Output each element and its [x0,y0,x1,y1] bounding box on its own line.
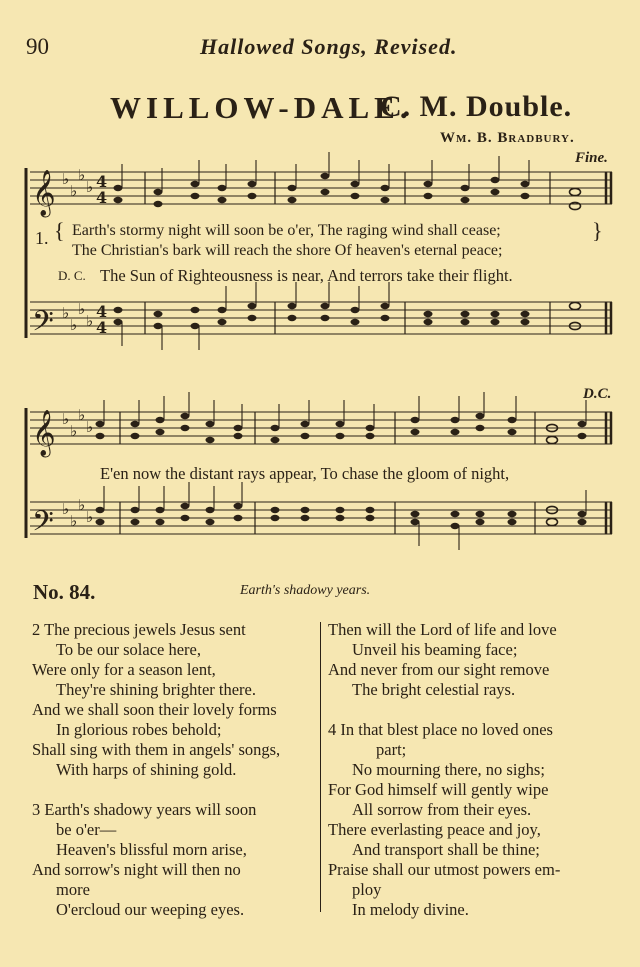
verse-column-right [328,620,560,920]
verse-line: There everlasting peace and joy, [328,820,541,839]
svg-text:4: 4 [96,302,108,321]
verse-gap [32,780,280,800]
verse-line: In glorious robes behold; [56,720,222,739]
verse-line: The bright celestial rays. [352,680,516,699]
svg-text:♭: ♭ [62,410,70,428]
right-brace-icon: } [592,218,603,243]
svg-text:♭: ♭ [86,312,94,330]
svg-text:♭: ♭ [70,512,78,530]
column-divider [320,622,321,912]
bass-clef-icon: 𝄢 [32,305,54,345]
flat-icon [62,166,93,530]
svg-text:♭: ♭ [86,418,94,436]
verse-line: O'ercloud our weeping eyes. [56,900,245,919]
composer-credit: Wm. B. Bradbury. [440,130,575,146]
svg-text:4: 4 [96,318,108,337]
svg-text:♭: ♭ [62,304,70,322]
svg-text:♭: ♭ [78,496,86,514]
verse-line: And transport shall be thine; [352,840,540,859]
verse-line: For God himself will gently wipe [328,780,549,799]
verse-line: They're shining brighter there. [56,680,256,699]
verse-line: Heaven's blissful morn arise, [56,840,247,859]
verse-line: be o'er— [56,820,117,839]
bass-clef-icon: 𝄢 [32,505,54,545]
dc-marking: D.C. [583,386,612,402]
verse-line: 3 Earth's shadowy years will soon [32,800,257,819]
verse-line: To be our solace here, [56,640,201,659]
tune-title: WILLOW-DALE. [110,90,413,125]
svg-text:♭: ♭ [78,406,86,424]
svg-text:♭: ♭ [86,178,94,196]
svg-text:♭: ♭ [78,300,86,318]
verse-line: Were only for a season lent, [32,660,216,679]
svg-text:♭: ♭ [62,170,70,188]
verse-line: part; [376,740,407,759]
treble-clef-icon: 𝄞 [32,410,56,456]
verse-gap [328,700,560,720]
verse-line: And never from our sight remove [328,660,550,679]
verse-line: And sorrow's night will then no [32,860,241,879]
tune-meter: C. M. Double. [380,90,573,123]
verse-line: 2 The precious jewels Jesus sent [32,620,246,639]
page-number: 90 [26,34,49,59]
svg-text:♭: ♭ [86,508,94,526]
svg-text:4: 4 [96,172,108,191]
svg-text:♭: ♭ [70,422,78,440]
verse-line: In melody divine. [352,900,469,919]
svg-text:♭: ♭ [62,500,70,518]
dc-label: D. C. [58,268,86,283]
verse-line: And we shall soon their lovely forms [32,700,277,719]
lyric-line: The Sun of Righteousness is near, And terrors take their flight. [100,266,513,285]
left-brace-icon: { [54,218,65,243]
hymn-number: No. 84. [33,580,96,604]
svg-text:♭: ♭ [70,316,78,334]
verse-column-left [32,620,280,920]
verse-line: more [56,880,90,899]
hymn-subtitle: Earth's shadowy years. [240,583,371,598]
lyric-line: E'en now the distant rays appear, To chase the gloom of night, [100,464,510,483]
fine-marking: Fine. [575,150,608,166]
verse-line: Unveil his beaming face; [352,640,518,659]
lyric-line: Earth's stormy night will soon be o'er, The raging wind shall cease; [72,222,501,239]
verse-line: Shall sing with them in angels' songs, [32,740,281,759]
treble-clef-icon: 𝄞 [32,170,56,216]
running-title: Hallowed Songs, Revised. [200,34,458,59]
verse-line: Praise shall our utmost powers em- [328,860,561,879]
verse-line: Then will the Lord of life and love [328,620,557,639]
verse-line: With harps of shining gold. [56,760,237,779]
note-stems [104,152,586,550]
svg-text:4: 4 [96,188,108,207]
verse-line: All sorrow from their eyes. [352,800,532,819]
verse-line: ploy [352,880,382,899]
verse-number: 1. [35,228,49,248]
verse-line: 4 In that blest place no loved ones [328,720,553,739]
svg-text:♭: ♭ [78,166,86,184]
lyric-line: The Christian's bark will reach the shore Of heaven's eternal peace; [72,242,503,259]
verse-line: No mourning there, no sighs; [352,760,545,779]
svg-text:♭: ♭ [70,182,78,200]
